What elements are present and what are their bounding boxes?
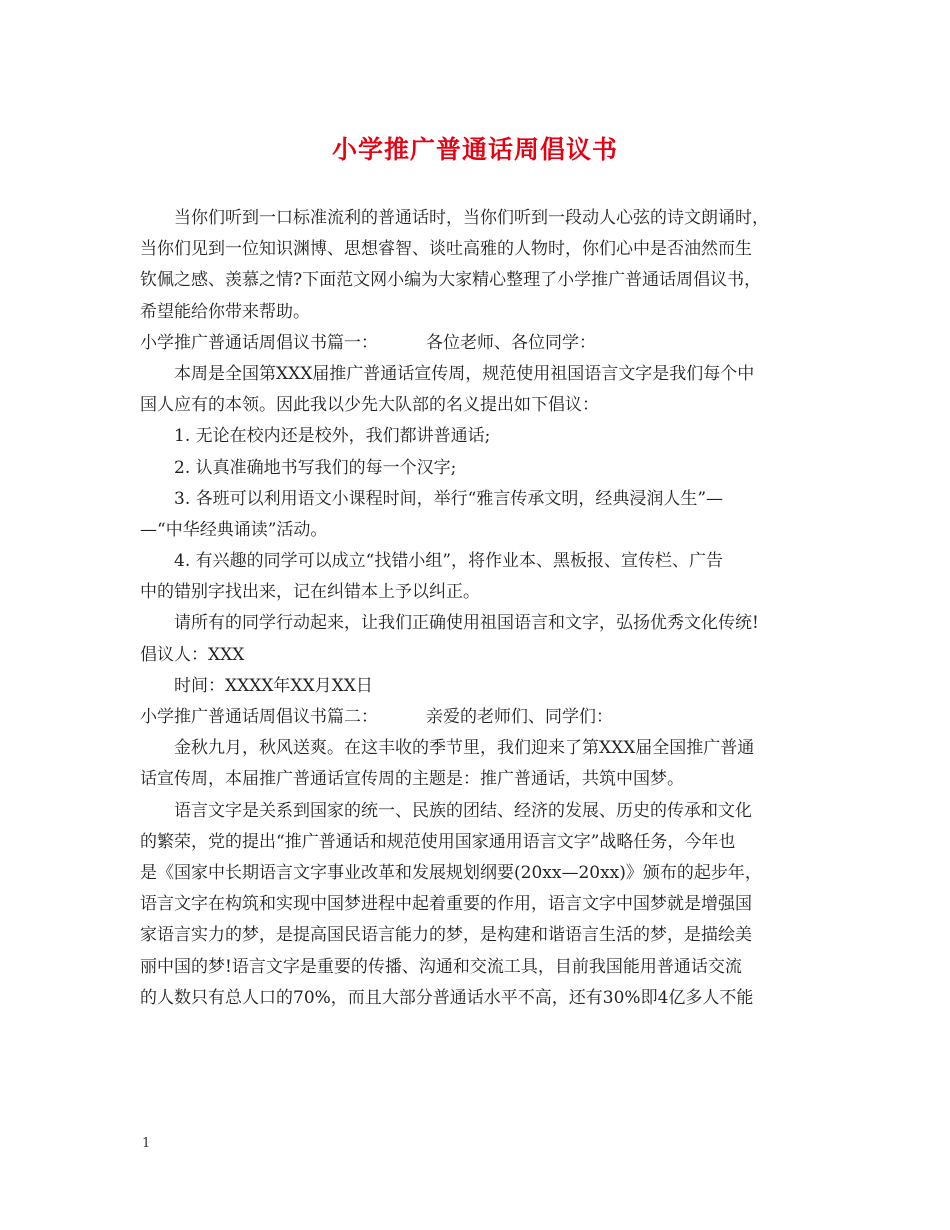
line-text: 国人应有的本领。因此我以少先大队部的名义提出如下倡议： — [140, 395, 599, 416]
line-text: 请所有的同学行动起来，让我们正确使用祖国语言和文字，弘扬优秀文化传统! — [174, 613, 759, 634]
text-line — [140, 234, 815, 265]
line-text: 1. 无论在校内还是校外，我们都讲普通话; — [174, 426, 491, 447]
line-text: 钦佩之感、羡慕之情?下面范文网小编为大家精心整理了小学推广普通话周倡议书， — [140, 270, 762, 291]
line-text: —“中华经典诵读”活动。 — [140, 519, 328, 540]
text-line — [140, 827, 815, 858]
line-text: 希望能给你带来帮助。 — [140, 301, 310, 322]
document-title: 小学推广普通话周倡议书 — [331, 135, 618, 164]
text-line — [140, 764, 815, 795]
text-line — [140, 858, 815, 889]
line-text: 3. 各班可以利用语文小课程时间，举行“雅言传承文明，经典浸润人生”— — [174, 488, 724, 509]
text-line — [140, 546, 815, 577]
line-salutation: 亲爱的老师们、同学们： — [426, 707, 613, 727]
line-text: 本周是全国第XXX届推广普通话宣传周，规范使用祖国语言文字是我们每个中 — [174, 363, 755, 384]
line-text: 当你们见到一位知识渊博、思想睿智、谈吐高雅的人物时，你们心中是否油然而生 — [140, 239, 752, 260]
document-body — [140, 203, 815, 1014]
text-line — [140, 702, 815, 733]
line-text: 的人数只有总人口的70%，而且大部分普通话水平不高，还有30%即4亿多人不能 — [140, 987, 754, 1008]
text-line — [140, 265, 815, 296]
text-line — [140, 920, 815, 951]
text-line — [140, 640, 815, 671]
page-number: 1 — [142, 1136, 151, 1151]
line-text: 话宣传周，本届推广普通话宣传周的主题是：推广普通话，共筑中国梦。 — [140, 769, 684, 790]
text-line — [140, 421, 815, 452]
text-line — [140, 733, 815, 764]
text-line — [140, 515, 815, 546]
text-line — [140, 889, 815, 920]
line-text: 的繁荣，党的提出“推广普通话和规范使用国家通用语言文字”战略任务，今年也 — [140, 831, 736, 852]
line-salutation: 各位老师、各位同学： — [426, 332, 596, 353]
line-text: 时间：XXXX年XX月XX日 — [174, 675, 373, 696]
text-line — [140, 983, 815, 1014]
text-line — [140, 796, 815, 827]
text-line — [140, 952, 815, 983]
line-text: 小学推广普通话周倡议书篇二： — [140, 707, 378, 727]
text-line — [140, 453, 815, 484]
text-line — [140, 484, 815, 515]
text-line — [140, 297, 815, 328]
text-line — [140, 671, 815, 702]
line-text: 丽中国的梦!语言文字是重要的传播、沟通和交流工具，目前我国能用普通话交流 — [140, 956, 742, 977]
text-line — [140, 390, 815, 421]
line-text: 语言文字是关系到国家的统一、民族的团结、经济的发展、历史的传承和文化 — [174, 800, 752, 821]
text-line — [140, 359, 815, 390]
line-text: 中的错别字找出来，记在纠错本上予以纠正。 — [140, 582, 480, 603]
line-text: 小学推广普通话周倡议书篇一： — [140, 332, 378, 353]
text-line — [140, 328, 815, 359]
line-text: 家语言实力的梦，是提高国民语言能力的梦，是构建和谐语言生活的梦，是描绘美 — [140, 925, 752, 946]
line-text: 4. 有兴趣的同学可以成立“找错小组”，将作业本、黑板报、宣传栏、广告 — [174, 551, 724, 572]
line-text: 是《国家中长期语言文字事业改革和发展规划纲要(20xx—20xx)》颁布的起步年， — [140, 862, 762, 883]
line-text: 金秋九月，秋风送爽。在这丰收的季节里，我们迎来了第XXX届全国推广普通 — [174, 738, 755, 759]
text-line — [140, 608, 815, 639]
line-text: 2. 认真准确地书写我们的每一个汉字; — [174, 457, 457, 478]
line-text: 语言文字在构筑和实现中国梦进程中起着重要的作用，语言文字中国梦就是增强国 — [140, 894, 752, 915]
line-text: 当你们听到一口标准流利的普通话时，当你们听到一段动人心弦的诗文朗诵时， — [174, 208, 769, 228]
line-text: 倡议人：XXX — [140, 644, 245, 665]
text-line — [140, 203, 815, 234]
text-line — [140, 577, 815, 608]
